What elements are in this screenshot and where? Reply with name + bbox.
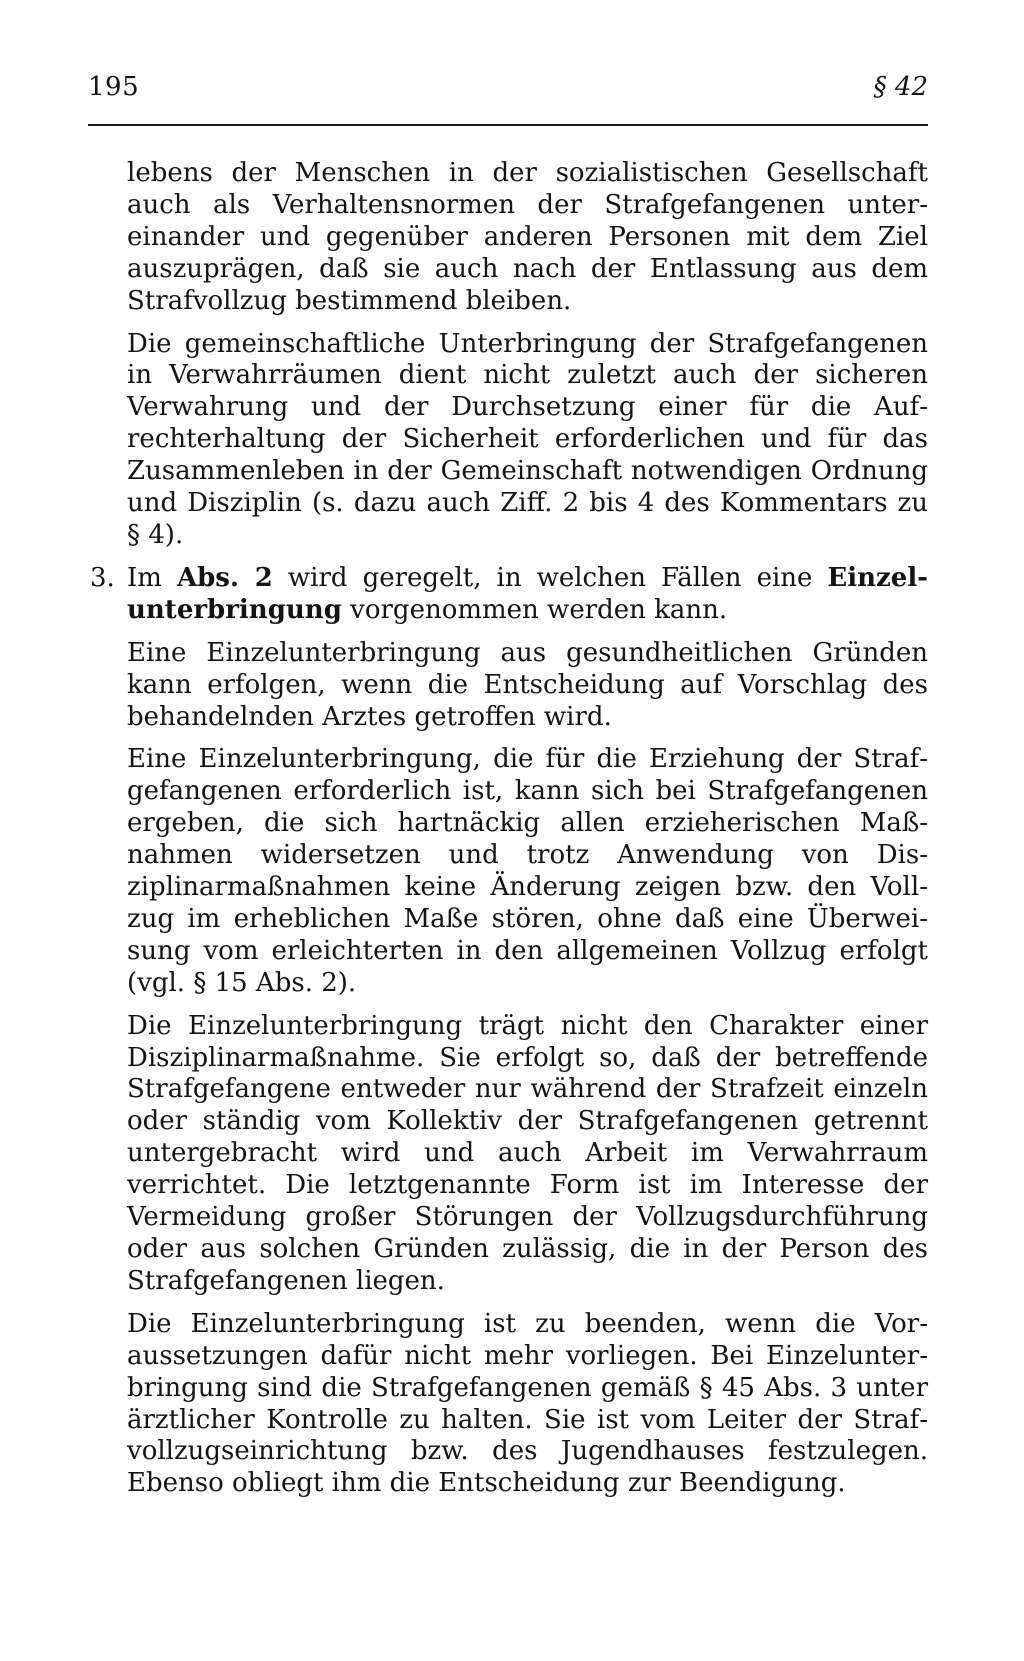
page-number: 195 [88, 72, 140, 102]
paragraph-joint-accommodation: Die gemeinschaftliche Unterbringung der Strafgefangenen in Verwahrräumen dient nicht zuletzt auch der sicheren Verwahrung und der Durchsetzung einer für die Aufrechterhaltung der Sicherheit erforderlichen und für das Zusammenleben in der Gemeinschaft notwendigen Ordnung und Disziplin (s. dazu auch Ziff. 2 bis 4 des Kommentars zu § 4). [127, 328, 928, 550]
paragraph-termination: Die Einzelunterbringung ist zu beenden, wenn die Voraussetzungen dafür nicht mehr vorliegen. Bei Einzelunterbringung sind die Strafgefangenen gemäß § 45 Abs. 3 unter ärztlicher Kontrolle zu halten. Sie ist vom Leiter der Strafvollzugseinrichtung bzw. des Jugendhauses festzulegen. Ebenso obliegt ihm die Entscheidung zur Beendigung. [127, 1308, 928, 1499]
item-text-2: wird geregelt, in welchen Fällen eine [272, 562, 828, 593]
paragraph-continuation: lebens der Menschen in der sozialistischen Gesellschaft auch als Verhaltensnormen der Strafgefangenen untereinander und gegenüber anderen Personen mit dem Ziel auszuprägen, daß sie auch nach der Entlassung aus dem Strafvollzug bestimmend bleiben. [127, 158, 928, 316]
paragraph-not-disciplinary: Die Einzelunterbringung trägt nicht den Charakter einer Disziplinarmaßnahme. Sie erfolgt so, daß der betreffende Strafgefangene entweder nur während der Strafzeit einzeln oder ständig vom Kollektiv der Strafgefangenen getrennt untergebracht wird und auch Arbeit im Verwahrraum verrichtet. Die letztgenannte Form ist im Interesse der Vermeidung großer Störungen der Vollzugsdurchführung oder aus solchen Gründen zulässig, die in der Person des Strafgefangenen liegen. [127, 1010, 928, 1296]
item-bold-term: Einzelunterbringung [127, 562, 928, 625]
section-reference: § 42 [873, 72, 928, 102]
item-text-1: Im [127, 562, 177, 593]
item-bold-abs: Abs. 2 [176, 562, 273, 593]
main-text [90, 158, 928, 1511]
item-number: 3. [90, 562, 115, 593]
list-item-3 [90, 562, 928, 627]
page-header [88, 72, 928, 112]
header-rule [88, 124, 928, 126]
paragraph-education-reasons: Eine Einzelunterbringung, die für die Erziehung der Strafgefangenen erforderlich ist, kann sich bei Strafgefangenen ergeben, die sich hartnäckig allen erzieherischen Maßnahmen widersetzen und trotz Anwendung von Disziplinarmaßnahmen keine Änderung zeigen bzw. den Vollzug im erheblichen Maße stören, ohne daß eine Überweisung vom erleichterten in den allgemeinen Vollzug erfolgt (vgl. § 15 Abs. 2). [127, 744, 928, 998]
item-text-3: vorgenommen werden kann. [341, 594, 728, 625]
paragraph-health-reasons: Eine Einzelunterbringung aus gesundheitlichen Gründen kann erfolgen, wenn die Entscheidung auf Vorschlag des behandelnden Arztes getroffen wird. [127, 637, 928, 732]
